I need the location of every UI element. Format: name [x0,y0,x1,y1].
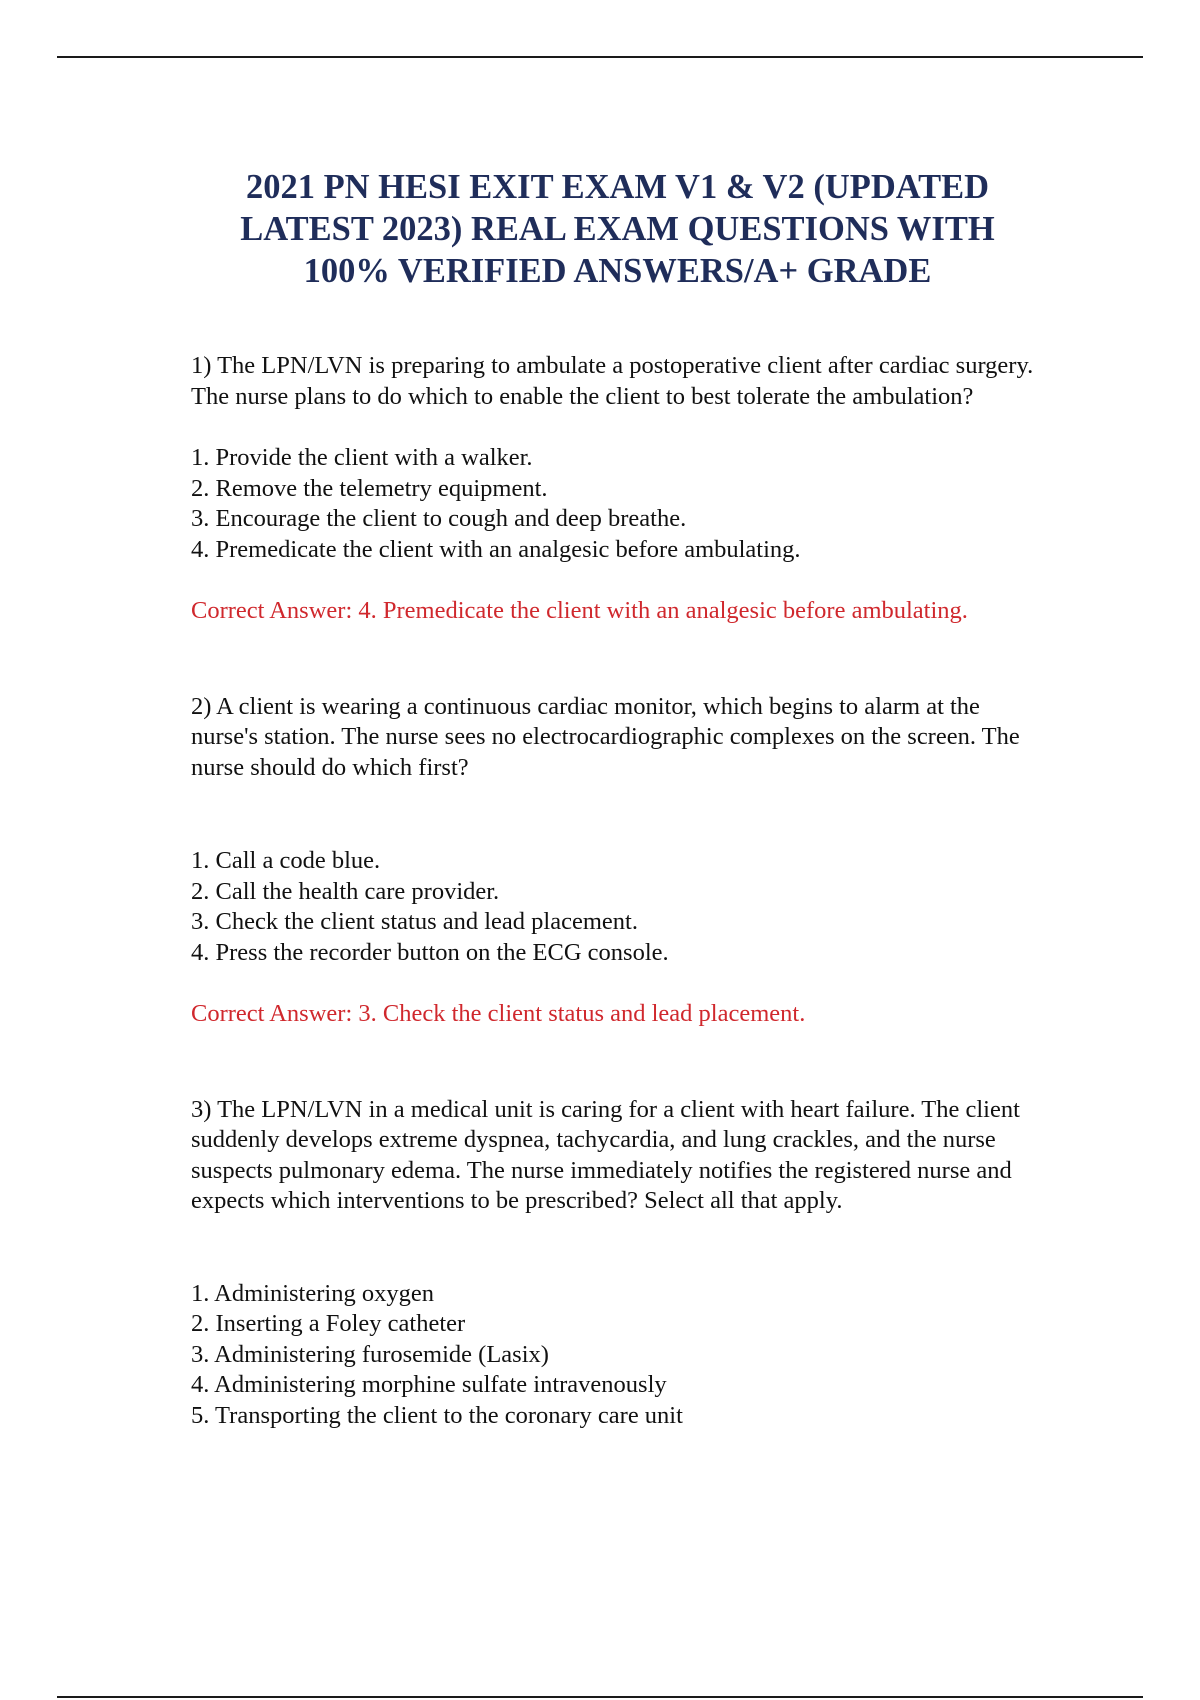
document-title [150,166,1085,292]
option-item: 5. Transporting the client to the coronary care unit [191,1401,683,1429]
option-item: 2. Call the health care provider. [191,877,500,905]
option-item: 2. Remove the telemetry equipment. [191,474,548,502]
bottom-divider [57,1696,1143,1698]
option-item: 3. Encourage the client to cough and deep breathe. [191,505,687,532]
title-line: 2021 PN HESI EXIT EXAM V1 & V2 (UPDATED [245,168,990,206]
option-list [191,1279,1051,1432]
option-item: 1. Provide the client with a walker. [191,444,533,471]
correct-answer: Correct Answer: 4. Premedicate the client with an analgesic before ambulating. [191,597,968,624]
option-list [191,443,1051,565]
option-item: 4. Press the recorder button on the ECG console. [191,938,669,966]
question-text: 3) The LPN/LVN in a medical unit is caring for a client with heart failure. The client suddenly develops extreme dyspnea, tachycardia, and lung crackles, and the nurse suspects pulmonary edema. The nurse immediately notifies the registered nurse and expects which interventions to be prescribed? Select all that apply. [191,1095,1020,1214]
option-item: 1. Administering oxygen [191,1279,434,1307]
title-line: 100% VERIFIED ANSWERS/A+ GRADE [303,252,932,290]
top-divider [57,56,1143,58]
document-body [191,351,1051,1431]
question-3 [191,1095,1051,1432]
option-item: 4. Administering morphine sulfate intravenously [191,1371,667,1398]
option-item: 3. Check the client status and lead placement. [191,908,638,935]
option-item: 4. Premedicate the client with an analgesic before ambulating. [191,535,801,563]
question-text: 1) The LPN/LVN is preparing to ambulate a postoperative client after cardiac surgery. The nurse plans to do which to enable the client to best tolerate the ambulation? [191,352,1034,410]
option-item: 3. Administering furosemide (Lasix) [191,1340,549,1368]
title-line: LATEST 2023) REAL EXAM QUESTIONS WITH [240,210,995,248]
option-item: 2. Inserting a Foley catheter [191,1310,466,1337]
option-list [191,846,1051,968]
correct-answer: Correct Answer: 3. Check the client status and lead placement. [191,1000,806,1027]
question-2 [191,692,1051,1030]
question-text: 2) A client is wearing a continuous cardiac monitor, which begins to alarm at the nurse's station. The nurse sees no electrocardiographic complexes on the screen. The nurse should do which first? [191,692,1020,781]
option-item: 1. Call a code blue. [191,847,381,874]
question-1 [191,351,1051,627]
